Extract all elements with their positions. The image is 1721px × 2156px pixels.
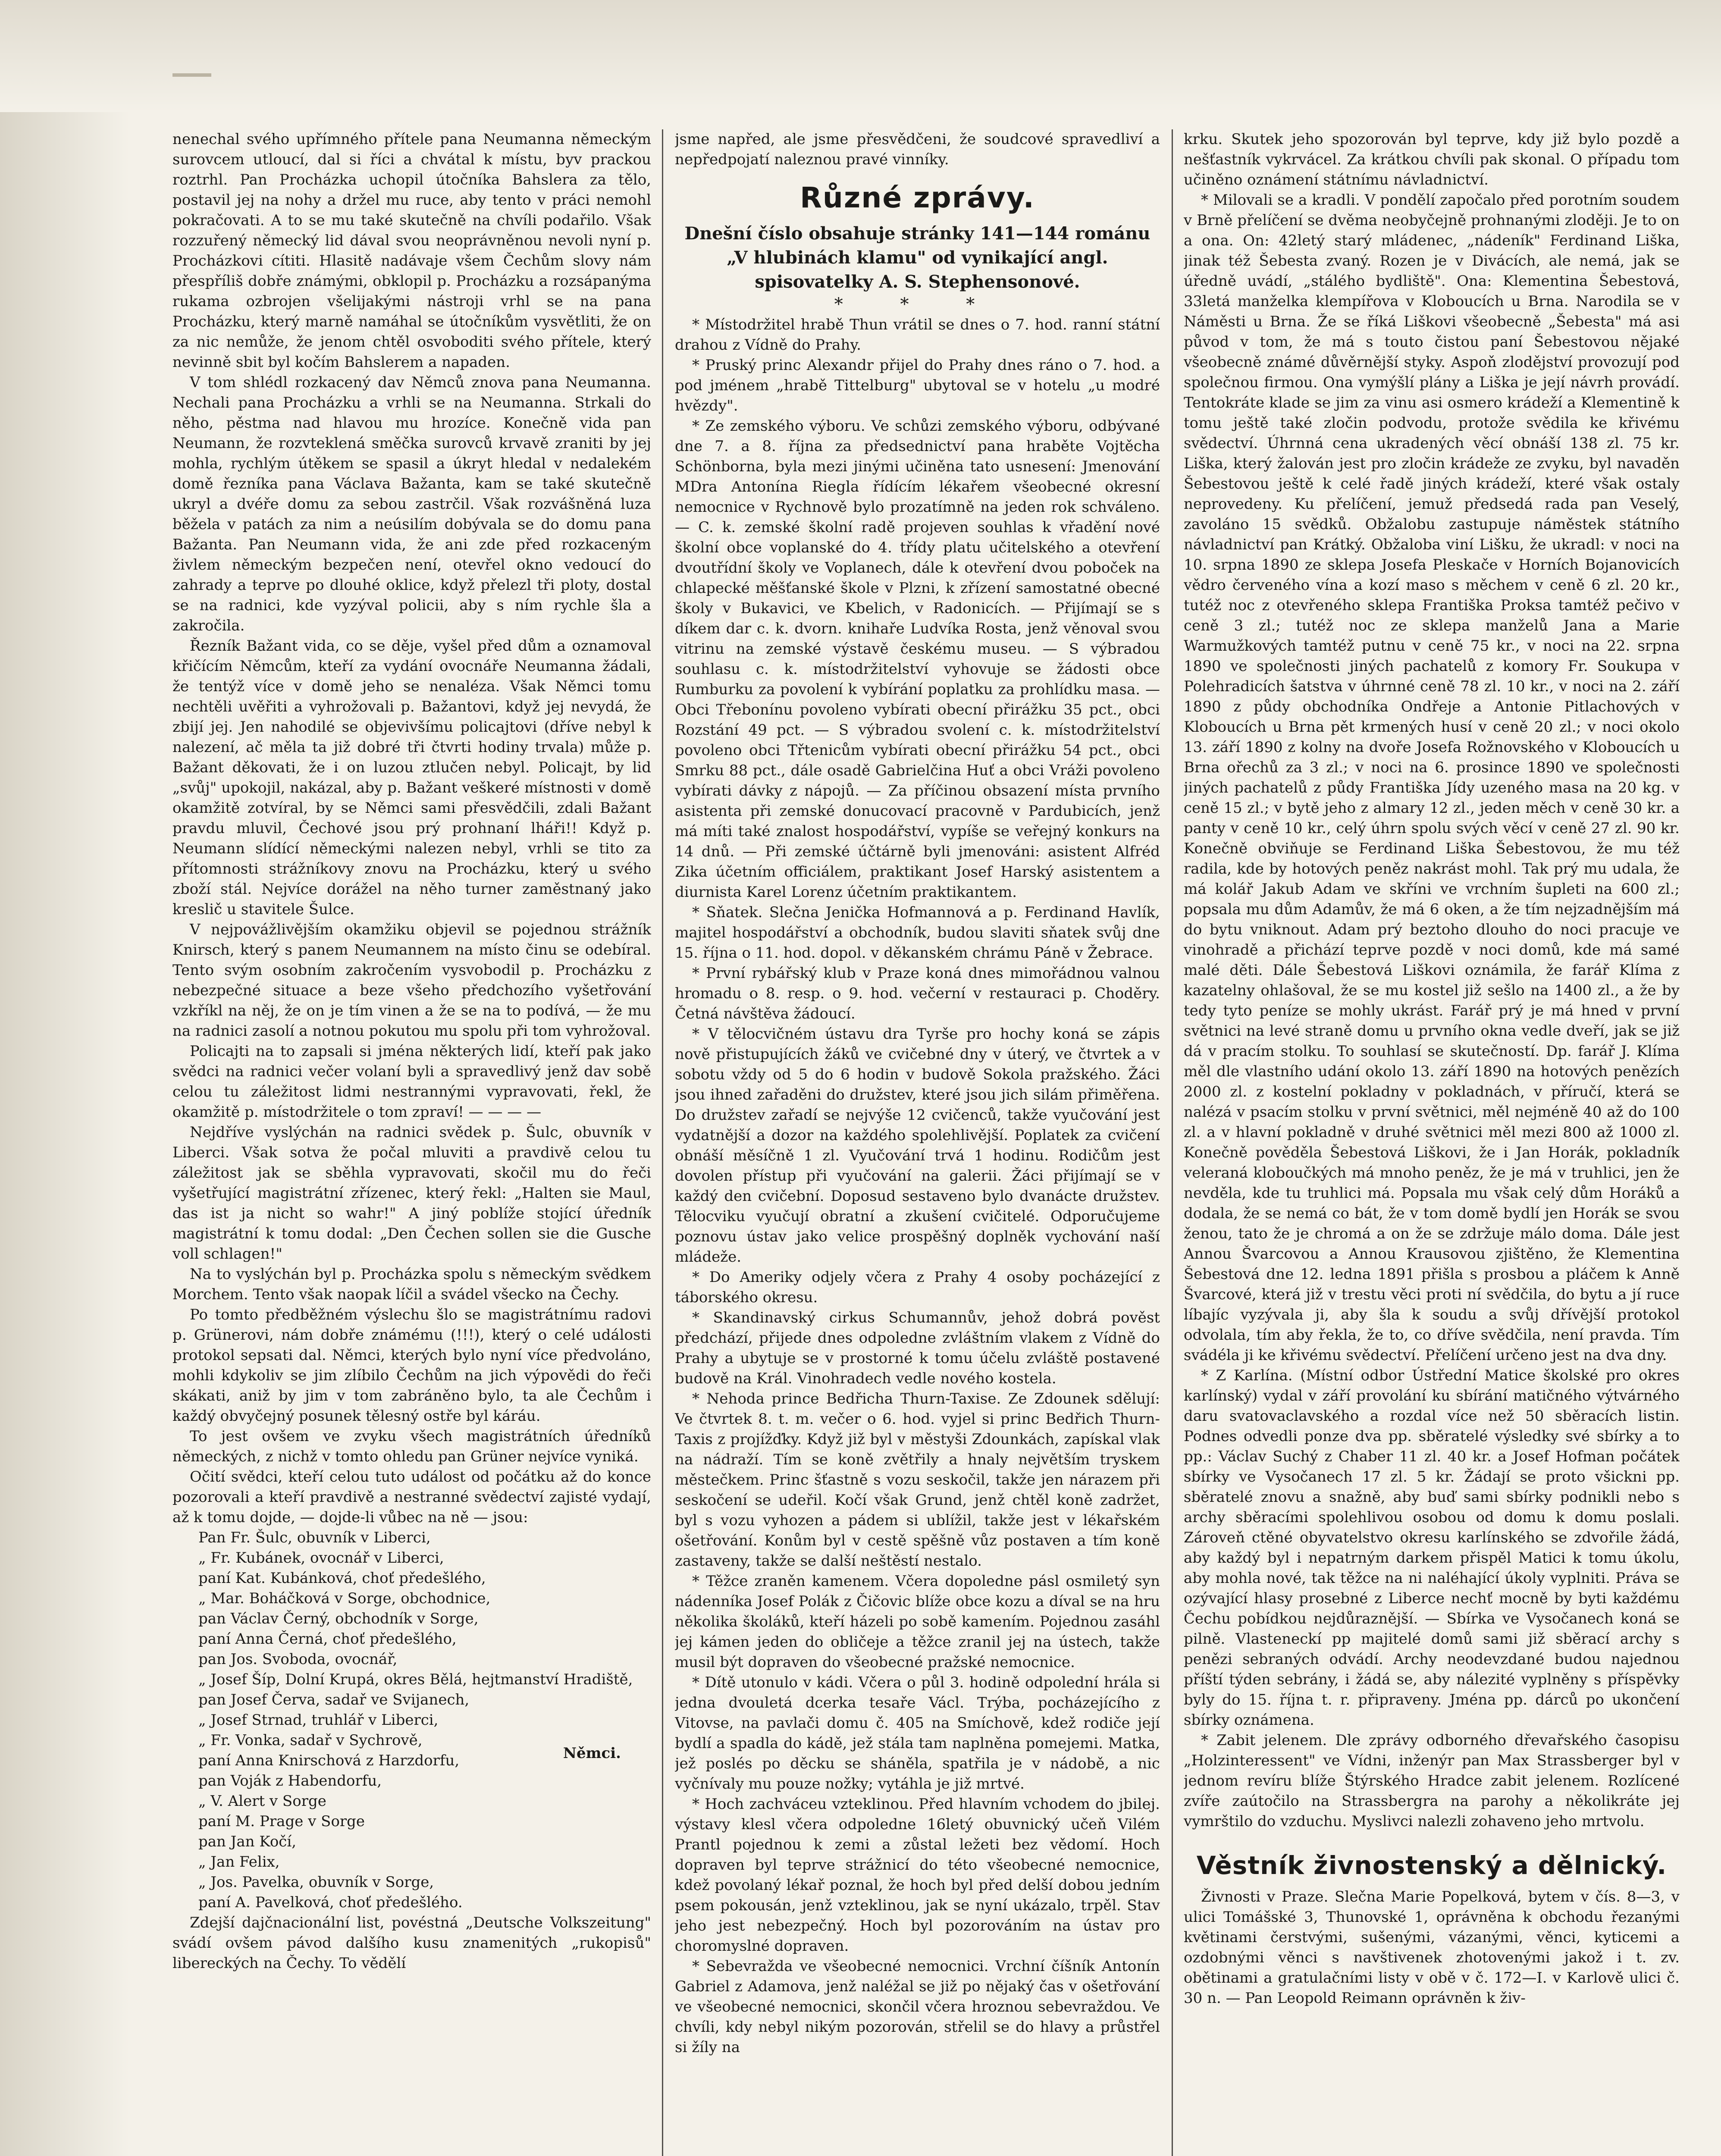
witness-entry: „ Josef Šíp, Dolní Krupá, okres Bělá, hejtmanství Hradiště,	[198, 1671, 633, 1688]
news-item: * Těžce zraněn kamenem. Včera dopoledne pásl osmiletý syn nádenníka Josef Polák z Čičovic blíže obce kozu a díval se na hru několika školáků, kteří házeli po sobě kamením. Pojednou zasáhl jej kámen jeden do obličeje a těžce zranil jej na ústech, takže musil být dopraven do všeobecné pražské nemocnice.	[675, 1573, 1160, 1671]
news-item: * Hoch zachváceu vzteklinou. Před hlavním vchodem do jbilej. výstavy klesl včera odpoledne 16letý obuvnický učeň Vilém Prantl pojednou k zemi a zůstal ležeti bez vědomí. Hoch dopraven byl teprve strážnicí do této všeobecné nemocnice, kdež povolaný lékař poznal, že hoch byl před delší dobou jedním psem pokousán, jenž vzteklinou, jak se nyní ukázalo, trpěl. Stav jeho jest nebezpečný. Hoch byl pozorováním na ústav pro choromyslné dopraven.	[675, 1796, 1160, 1955]
witness-list	[172, 1528, 651, 1913]
witness-entry: „ Fr. Vonka, sadař v Sychrově,	[198, 1732, 423, 1749]
column-1	[172, 129, 651, 2156]
witness-entry: pan Václav Černý, obchodník v Sorge,	[198, 1610, 479, 1627]
column-3	[1184, 129, 1680, 2156]
news-item: * Do Ameriky odjely včera z Prahy 4 osoby pocházející z táborského okresu.	[675, 1269, 1160, 1306]
news-item: * Milovali se a kradli. V pondělí započalo před porotním soudem v Brně přelíčení se dvěma neobyčejně prohnanými zloději. Je to on a ona. On: 42letý starý mládenec, „nádeník" Ferdinand Liška, jinak též Šebesta zvaný. Rozen je v Divácích, ale nemá, jak se úředně uvádí, „stálého bydliště". Ona: Klementina Šebestová, 33letá manželka klempířova v Kloboucích u Brna. Narodila se v Náměsti u Brna. Že se říká Liškovi všeobecně „Šebesta" má asi původ v tom, že má s touto čistou paní Šebestovou nějaké všeobecně známé důvěrnější styky. Aspoň zlodějství provozují pod společnou firmou. Ona vymýšlí plány a Liška je její návrh provádí. Tentokráte klade se jim za vinu asi osmero krádeží a Klementině k tomu ještě také zločin podvodu, protože svědila ke křivému svědectví. Úhrnná cena ukradených věcí obnáší 138 zl. 75 kr. Liška, který žalován jest pro zločin krádeže ze zvyku, byl navaděn Šebestovou ještě k celé řadě jiných krádeží, které však ostaly neprovedeny. Ku přelíčení, jemuž předsedá rada pan Veselý, zavoláno 15 svědků. Obžalobu zastupuje náměstek státního návladnictví pan Krátký. Obžaloba viní Lišku, že ukradl: v noci na 10. srpna 1890 ze sklepa Josefa Pleskače v Horních Bojanovicích vědro červeného vína a kozí maso s měchem v ceně 6 zl. 20 kr., tutéž noc z otevřeného sklepa Františka Proksa tamtéž pečivo v ceně 3 zl.; tutéž noc ze sklepa manželů Jana a Marie Warmužkových tamtéž putnu v ceně 75 kr., v noci na 22. srpna 1890 ve společnosti jiných pachatelů z komory Fr. Soukupa v Polehradicích šatstva v úhrnné ceně 78 zl. 10 kr., v noci na 2. září 1890 z půdy obchodníka Ondřeje a Antonie Pitlachových v Kloboucích u Brna pět krmených husí v ceně 20 zl.; v noci okolo 13. září 1890 z kolny na dvoře Josefa Rožnovského v Kloboucích u Brna ořechů za 3 zl.; v noci na 6. prosince 1890 ve společnosti jiných pachatelů z půdy Františka Jídy uzeného masa na 20 kg. v ceně 15 zl.; v bytě jeho z almary 12 zl., jeden měch v ceně 30 kr. a panty v ceně 10 kr., celý úhrn spolu svých věcí v ceně 27 zl. 90 kr. Konečně obviňuje se Ferdinand Liška Šebestovou, že mu též radila, kde by hotových peněz nakrást mohl. Tak prý mu udala, že má kolář Jakub Adam ve skříni ve vrchním šupleti na 600 zl.; popsala mu dům Adamův, že má 6 oken, a že tím nejzadnějším má do bytu vniknout. Adam prý beztoho dlouho do noci pracuje ve vinohradě a přichází teprve pozdě v noci domů, kde má samé malé děti. Dále Šebestová Liškovi oznámila, že farář Klíma z kazatelny ohlašoval, že se mu kostel již sešlo na 1400 zl., a že by tedy tyto peníze se mohly ukrást. Farář prý je má hned v první světnici na levé straně domu u prvního okna vedle dveří, jak se již dá v pracím stolku. To souhlasí se skutečností. Dp. farář J. Klíma měl dle vlastního udání okolo 13. září 1890 na hotových penězích 2000 zl. z kostelní pokladny v pokladnách, v příručí, která se nalézá v psacím stolku v první světnici, měl nejméně 40 až do 100 zl. a v hlavní pokladně v druhé světnici měl mezi 800 až 1000 zl. Konečně pověděla Šebestová Liškovi, že i Jan Horák, pokladník veleraná kloboučkých má mnoho peněz, že je má v truhlici, jen že nevděla, kde tu truhlici má. Popsala mu však celý dům Horáků a dodala, že se nemá co bát, že v tom domě bydlí jen Horák se svou ženou, tato že je chromá a on že se zdržuje málo doma. Dále jest Annou Švarcovou a Annou Krausovou zjištěno, že Klementina Šebestová dne 12. ledna 1891 přišla s prosbou a pláčem k Anně Švarcové, která již v trestu věci proti ní svědčila, do bytu a jí ruce líbajíc vyzývala ji, aby šla k soudu a svůj dřívější protokol odvolala, tím aby řekla, že to, co dříve svědčila, není pravda. Tím svádéla ji ke křivému svědectví. Přelíčení určeno jest na dva dny.	[1184, 191, 1680, 1364]
news-item: * Sňatek. Slečna Jenička Hofmannová a p. Ferdinand Havlík, majitel hospodářství a obchodník, budou slaviti sňatek svůj dne 15. října o 11. hod. dopol. v děkanském chrámu Páně v Žebrace.	[675, 904, 1160, 962]
article-paragraph: Na to vyslýchán byl p. Procházka spolu s německým svědkem Morchem. Tento však naopak líčil a svádel všecko na Čechy.	[172, 1266, 651, 1303]
witness-entry: paní Anna Knirschová z Harzdorfu,	[198, 1752, 460, 1769]
witness-entry: „ Josef Strnad, truhlář v Liberci,	[198, 1711, 439, 1729]
witness-entry: pan Voják z Habendorfu,	[198, 1772, 382, 1789]
article-paragraph: V tom shlédl rozkacený dav Němců znova pana Neumanna. Nechali pana Procházku a vrhli se na Neumanna. Strkali do něho, pěstma nad hlavou mu hrozíce. Konečně vida pan Neumann, že rozvteklená směčka surovců krvavě zraniti by jej mohla, rychlým útěkem se spasil a úkryt hledal v nedalekém domě řezníka pana Václava Bažanta, kam se také skutečně ukryl a dvéře domu za sebou zastrčil. Však rozvášněná luza běžela v patách za nim a neúsilím dobývala se do domu pana Bažanta. Pan Neumann vida, že ani zde před rozkaceným živlem německým bezpečen není, otevřel okno vedoucí do zahrady a teprve po dlouhé oklice, když přelezl tři ploty, dostal se na radnici, kde vyzýval policii, aby s ním rychle šla a zakročila.	[172, 374, 651, 634]
column-2	[675, 129, 1160, 2156]
lead-notice: Dnešní číslo obsahuje stránky 141—144 románu „V hlubinách klamu" od vynikající angl. spisovatelky A. S. Stephensonové.	[684, 223, 1150, 292]
news-item: * První rybářský klub v Praze koná dnes mimořádnou valnou hromadu o 8. resp. o 9. hod. večerní v restauraci p. Choděry. Četná návštěva žádoucí.	[675, 965, 1160, 1022]
news-item: * Dítě utonulo v kádi. Včera o půl 3. hodině odpolední hrála si jedna dvouletá dcerka tesaře Václ. Trýba, pocházejícího z Vitovse, na pavlači domu č. 405 na Smíchově, kdež rodiče její bydlí a spadla do kádě, jež stála tam naplněna pomejemi. Matka, jež poslés po děcku se sháněla, spatřila je v nádobě, a nic vyčnívaly mu pouze nožky; vytáhla je již mrtvé.	[675, 1674, 1160, 1792]
news-item: * Sebevražda ve všeobecné nemocnici. Vrchní číšník Antonín Gabriel z Adamova, jenž naléžal se již po nějaký čas v ošetřování ve všeobecné nemocnici, skončil včera hroznou sebevraždou. Ve chvíli, kdy nebyl nikým pozorován, střelil se do hlavy a průstřel si žíly na	[675, 1958, 1160, 2056]
article-paragraph: jsme napřed, ale jsme přesvědčeni, že soudcové spravedliví a nepředpojatí naleznou pravé vinníky.	[675, 131, 1160, 168]
witness-entry: paní Kat. Kubánková, choť předešlého,	[198, 1570, 486, 1587]
article-paragraph: Řezník Bažant vida, co se děje, vyšel před dům a oznamoval křičícím Němcům, kteří za vydání ovocnáře Neumanna žádali, že tentýž více v domě jeho se nenaléza. Však Němci tomu nechtěli uvěřiti a vyhrožovali p. Bažantovi, když jej nevydá, že zbijí jej. Jen nahodilé se objevivšímu policajtovi (dříve nebyl k nalezení, ač měla ta již dobré tři čtvrti hodiny trvala) může p. Bažant děkovati, že i on luzou ztlučen nebyl. Policajt, by lid „svůj" upokojil, nakázal, aby p. Bažant veškeré místnosti v domě okamžitě zotvíral, by se Němci sami přesvědčili, zdali Bažant pravdu mluvil, Čechové jsou prý prohnaní lháři!! Když p. Neumann slídící německými nalezen nebyl, vrhli se tito za přítomnosti strážníkovy znovu na Procházku, který u svého zboží stál. Nejvíce dorážel na něho turner zaměstnaný jako kreslič u stavitele Šulce.	[172, 637, 651, 918]
column-rule-2	[1172, 129, 1173, 2156]
witness-entry: Pan Fr. Šulc, obuvník v Liberci,	[198, 1529, 431, 1546]
news-item: * Z Karlína. (Místní odbor Ústřední Matice školské pro okres karlínský) vydal v září provolání ku sbírání matičného výtvárného daru svatovaclavského a rozdal více než 50 sběracích listin. Podnes odvedli ponze dva pp. sběratelé výsledky své sbírky a to pp.: Václav Suchý z Chaber 11 zl. 40 kr. a Josef Hofman počátek sbírky ve Vysočanech 17 zl. 5 kr. Žádají se proto všickni pp. sběratelé znovu a snažně, aby buď sami sbírky podnikli nebo s archy sběracími spolehlivou osobou od domu k domu poslali. Zároveň ctěné obyvatelstvo okresu karlínského se zdvořile žádá, aby každý byl i nepatrným darkem přispěl Matici k tomu úkolu, aby mohla nové, tak těžce na ni naléhající úkoly vyplniti. Práva se ozývající hlasy prosebné z Liberce nechť mocně by byti každému Čechu pobídkou nejdůraznější. — Sbírka ve Vysočanech koná se pilně. Vlasteneckí pp majitelé domů sami již sběrací archy s penězi sebraných odvádí. Archy neodevzdané budou najednou příští týden sebrány, i žádá se, aby nálezité vyplněny s příspěvky byly do 15. října t. r. připraveny. Jména pp. dárců po ukončení sbírky oznámena.	[1184, 1367, 1680, 1729]
article-paragraph: Po tomto předběžném výslechu šlo se magistrátnímu radovi p. Grünerovi, nám dobře známému (!!!), který o celé události protokol sepsati dal. Němci, kterých bylo nyní více předvoláno, mohli kdykoliv se jim zlíbilo Čechům na jich výpovědi do řeči skákati, aniž by jim v tom zabráněno bylo, ta ale Čechům i každý obvyčejný posunek tělesný ostře byl káráu.	[172, 1306, 651, 1425]
separator-stars: * * *	[834, 295, 1001, 314]
article-paragraph: Zdejší dajčnacionální list, povéstná „Deutsche Volkszeitung" svádí ovšem pávod dalšího kusu znamenitých „rukopisů" libereckých na Čechy. To vědělí	[172, 1914, 651, 1972]
scan-shadow-top	[0, 0, 1721, 112]
article-paragraph: Policajti na to zapsali si jména některých lidí, kteří pak jako svědci na radnici večer volaní byli a spravedlivý jenž dav sobě celou tu záležitost lidmi nestrannými vypravovati, řekl, že okamžitě p. místodržitele o tom zpraví! — — — —	[172, 1043, 651, 1121]
witness-entry: „ Mar. Boháčková v Sorge, obchodnice,	[198, 1590, 491, 1607]
witness-entry: pan Josef Červa, sadař ve Svijanech,	[198, 1691, 470, 1708]
section-heading: Různé zprávy.	[800, 181, 1035, 214]
article-paragraph: nenechal svého upřímného přítele pana Neumanna německým surovcem utloucí, dal si říci a chvátal k místu, byv prackou roztrhl. Pan Procházka uchopil útočníka Bahslera za tělo, postavil jej na nohy a držel mu ruce, aby tento v práci nemohl pokračovati. A to se mu také skutečně na chvíli podařilo. Však rozzuřený německý lid dával svou neoprávněnou nevoli nyní p. Procházkovi cítiti. Hlasitě nadávaje všem Čechům slovy nám přespříliš dobře známými, obklopil p. Procházku a rozsápanýma rukama ozbrojen všelijakými nástroji vrhl se na pana Procházku, který marně namáhal se útočníkům vysvětliti, že on za nic nemůže, že jenom chtěl osvoboditi svého přítele, který nevinně sbit byl kočím Bahslerem a napaden.	[172, 131, 651, 371]
news-item: Živnosti v Praze. Slečna Marie Popelková, bytem v čís. 8—3, v ulici Tomášské 3, Thunovské 1, oprávněna k obchodu řezanými květinami čerstvými, sušenými, vázanými, věnci, kyticemi a ozdobnými věnci s navštivenek zhotovenými jakož i t. zv. obětinami a gratulačními listy v obě v č. 172—I. v Karlově ulici č. 30 n. — Pan Leopold Reimann oprávněn k živ-	[1184, 1888, 1680, 2007]
witness-entry: pan Jos. Svoboda, ovocnář,	[198, 1651, 398, 1668]
section-heading: Věstník živnostenský a dělnický.	[1196, 1851, 1667, 1880]
article-paragraph: To jest ovšem ve zvyku všech magistrátních úředníků německých, z nichž v tomto ohledu pan Grüner nejvíce vyniká.	[172, 1428, 651, 1465]
news-item: * Ze zemského výboru. Ve schůzi zemského výboru, odbývané dne 7. a 8. října za předsednictví pana hraběte Vojtěcha Schönborna, byla mezi jinými učiněna tato usnesení: Jmenování MDra Antonína Riegla řídícím lékařem všeobecné okresní nemocnice v Rychnově bylo prozatímně na jeden rok schváleno. — C. k. zemské školní radě projeven souhlas k vřadění nové školní obce voplanské do 4. třídy platu učitelského a otevření dvoutřídní školy ve Voplanech, dále k otevření dvou poboček na chlapecké měšťanské škole v Plzni, k zřízení samostatné obecné školy v Bukavici, ve Kbelich, v Radonicích. — Přijímají se s díkem dar c. k. dvorn. knihaře Ludvíka Rosta, jenž věnoval svou vitrinu na zemské výstavě českému museu. — S výbradou souhlasu c. k. místodržitelství vyhovuje se žádosti obce Rumburku za povolení k vybírání poplatku za prohlídku masa. — Obci Třebonínu povoleno vybírati obecní přirážku 35 pct., obci Rozstání 49 pct. — S výbradou svolení c. k. místodržitelství povoleno obci Třtenicům vybírati obecní přirážku 54 pct., obci Smrku 88 pct., dále osadě Gabrielčina Huť a obci Vráži povoleno vybírati dávky z nápojů. — Za příčinou obsazení místa prvního asistenta při zemské donucovací pracovně v Pardubicích, jenž má míti také znalost hospodářství, vypíše se veřejný konkurs na 14 dnů. — Při zemské účtárně byli jmenováni: asistent Alfréd Zika účetním officiálem, praktikant Josef Harský asistentem a diurnista Karel Lorenz účetním praktikantem.	[675, 417, 1160, 901]
news-item: * Pruský princ Alexandr přijel do Prahy dnes ráno o 7. hod. a pod jménem „hrabě Tittelburg" ubytoval se v hotelu „u modré hvězdy".	[675, 357, 1160, 414]
witness-entry: paní Anna Černá, choť předešlého,	[198, 1630, 457, 1648]
column-rule-1	[662, 129, 663, 2156]
news-item: * V tělocvičném ústavu dra Tyrše pro hochy koná se zápis nově přistupujících žáků ve cvičebné dny v úterý, ve čtvrtek a v sobotu vždy od 5 do 6 hodin v budově Sokola pražského. Žáci jsou ihned zařaděni do družstev, které jsou jich silám přiměřena. Do družstev zařadí se nejvýše 12 cvičenců, takže vyučování jest vydatnější a dozor na každého spolehlivější. Poplatek za cvičení obnáší měsíčně 1 zl. Vyučování trvá 1 hodinu. Rodičům jest dovolen přístup při vyučování na galerii. Žáci přijímají se v každý den cvičební. Doposud sestaveno bylo dvanácte družstev. Tělocviku vyučují obratní a zkušení cvičitelé. Odporučujeme poznovu ústav jako velice prospěšný doplněk vychování naší mládeže.	[675, 1025, 1160, 1266]
news-item: * Místodržitel hrabě Thun vrátil se dnes o 7. hod. ranní státní drahou z Vídně do Prahy.	[675, 316, 1160, 354]
article-paragraph: V nejpovážlivějším okamžiku objevil se pojednou strážník Knirsch, který s panem Neumannem na místo činu se odebíral. Tento svým osobním zakročením vysvobodil p. Procházku z nebezpečné situace a beze všeho předchozího vyšetřování vzkříkl na něj, že on je tím vinen a že se na to podívá, — že mu na radnici zasolí a notnou pokutou mu spolu při tom vyhrožoval.	[172, 921, 651, 1040]
article-paragraph: Očití svědci, kteří celou tuto událost od počátku až do konce pozorovali a kteří pravdivě a nestranné svědectví zajisté vydají, až k tomu dojde, — dojde-li vůbec na ně — jsou:	[172, 1468, 651, 1526]
witness-entry: „ V. Alert v Sorge	[198, 1792, 326, 1810]
bracket-label-nemci: Němci.	[563, 1745, 621, 1762]
witness-entry: „ Jan Felix,	[198, 1853, 280, 1871]
news-item: krku. Skutek jeho spozorován byl teprve, kdy již bylo pozdě a nešťastník vykrvácel. Za krátkou chvíli pak skonal. O případu tom učiněno oznámení státnímu návladnictví.	[1184, 131, 1680, 188]
witness-entry: paní M. Prage v Sorge	[198, 1813, 365, 1830]
article-paragraph: Nejdříve vyslýchán na radnici svědek p. Šulc, obuvník v Liberci. Však sotva že počal mluviti a pravdivě celou tu záležitost jak se sběhla vypravovati, skočil mu do řeči vyšetřující magistrátní zřízenec, který řekl: „Halten sie Maul, das ist ja nicht so wahr!" A jiný poblíže stojící úředník magistrátní k tomu dodal: „Den Čechen sollen sie die Gusche voll schlagen!"	[172, 1124, 651, 1263]
news-item: * Zabit jelenem. Dle zprávy odborného dřevařského časopisu „Holzinteressent" ve Vídni, inženýr pan Max Strassberger byl v jednom revíru blíže Štýrského Hradce zabit jelenem. Rozlícené zvíře zaútočilo na Strassbergra na parohy a několikráte jej vymrštilo do vzduchu. Myslivci nalezli zohaveno jeho mrtvolu.	[1184, 1732, 1680, 1830]
witness-entry: paní A. Pavelková, choť předešlého.	[198, 1894, 463, 1911]
scan-shadow-left	[0, 0, 129, 2156]
witness-entry: pan Jan Kočí,	[198, 1833, 297, 1850]
news-item: * Skandinavský cirkus Schumannův, jehož dobrá pověst předchází, přijede dnes odpoledne zvláštním vlakem z Vídně do Prahy a ubytuje se v prostorné k tomu účelu zvláště postavené budově na Král. Vinohradech vedle nového kostela.	[675, 1309, 1160, 1387]
witness-entry: „ Jos. Pavelka, obuvník v Sorge,	[198, 1874, 434, 1891]
witness-entry: „ Fr. Kubánek, ovocnář v Liberci,	[198, 1549, 444, 1567]
print-mark	[172, 73, 211, 77]
news-item: * Nehoda prince Bedřicha Thurn-Taxise. Ze Zdounek sdělují: Ve čtvrtek 8. t. m. večer o 6. hod. vyjel si princ Bedřich Thurn-Taxis z projížďky. Když již byl v městyši Zdounkách, zapískal vlak na nádraží. Tím se koně zvětřily a hnaly největším tryskem městečkem. Princ šťastně s vozu seskočil, takže jen nárazem při seskočení se udeřil. Kočí však Grund, jenž chtěl koně zadržet, byl s vozu vyhozen a pádem si ublížil, takže jest v lékařském ošetřování. Konům byl v cestě spěšně vůz postaven a tím koně zastaveny, takže se další neštěstí nestalo.	[675, 1390, 1160, 1570]
